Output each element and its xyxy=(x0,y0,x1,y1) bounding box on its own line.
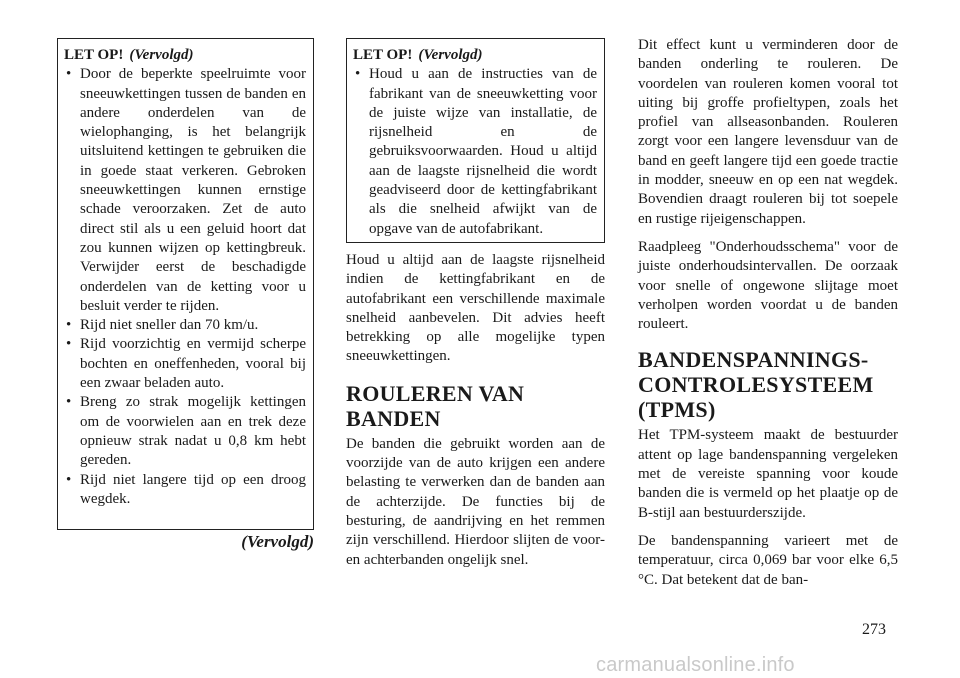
warning-box xyxy=(346,38,605,243)
column-middle xyxy=(346,38,605,570)
body-paragraph: Het TPM-systeem maakt de bestuurder attent op lage bandenspanning vergeleken met de vereiste spanning voor koude banden die is vermeld op het plaatje op de B-stijl aan bestuurderszijde. xyxy=(638,427,898,521)
page-number: 273 xyxy=(862,621,886,638)
warning-list xyxy=(353,65,597,239)
warning-list xyxy=(64,65,306,509)
warning-item: • Breng zo strak mogelijk kettingen om de voorwielen aan en trek deze opnieuw strak nadat u 0,8 km hebt gereden. xyxy=(64,393,306,470)
continued-label: (Vervolgd) xyxy=(241,532,314,551)
body-paragraph: De bandenspanning varieert met de temperatuur, circa 0,069 bar voor elke 6,5 °C. Dat betekent dat de ban- xyxy=(638,532,898,588)
watermark: carmanualsonline.info xyxy=(596,654,795,676)
warning-header xyxy=(64,46,306,65)
body-paragraph: De banden die gebruikt worden aan de voorzijde van de auto krijgen een andere belasting te verwerken dan de banden aan de achterzijde. De functies bij de besturing, de aandrijving en het remmen zijn verschillend. Hierdoor slijten de voor- en achterbanden ongelijk snel. xyxy=(346,435,605,568)
section-heading: ROULEREN VAN BANDEN xyxy=(346,380,525,431)
section-heading: BANDENSPANNINGS-CONTROLESYSTEEM (TPMS) xyxy=(638,347,874,423)
warning-continued-tag: (Vervolgd) xyxy=(129,47,194,63)
body-paragraph: Houd u altijd aan de laagste rijsnelheid indien de kettingfabrikant en de autofabrikant een verschillende maximale snelheid aanbevelen. Dit advies heeft betrekking op alle mogelijke typen sneeuwkettingen. xyxy=(346,252,605,365)
warning-continued-tag: (Vervolgd) xyxy=(418,47,483,63)
warning-item: • Rijd niet langere tijd op een droog wegdek. xyxy=(64,471,306,510)
warning-label: LET OP! xyxy=(64,47,124,63)
column-left xyxy=(57,38,314,552)
warning-item: • Rijd voorzichtig en vermijd scherpe bochten en oneffenheden, vooral bij een zwaar beladen auto. xyxy=(64,335,306,393)
warning-label: LET OP! xyxy=(353,47,413,63)
warning-item: • Houd u aan de instructies van de fabrikant van de sneeuwketting voor de juiste wijze van installatie, de rijsnelheid en de gebruiksvoorwaarden. Houd u altijd aan de laagste rijsnelheid die wordt geadviseerd door de kettingfabrikant als die snelheid afwijkt van de opgave van de autofabrikant. xyxy=(353,65,597,239)
warning-item: • Door de beperkte speelruimte voor sneeuwkettingen tussen de banden en andere onderdelen van de wielophanging, is het belangrijk uitsluitend kettingen te gebruiken die in goede staat verkeren. Gebroken sneeuwkettingen kunnen ernstige schade veroorzaken. Zet de auto direct stil als u een geluid hoort dat zou kunnen wijzen op kettingbreuk. Verwijder eerst de beschadigde onderdelen van de ketting voor u besluit verder te rijden. xyxy=(64,65,306,316)
warning-item: • Rijd niet sneller dan 70 km/u. xyxy=(64,316,306,335)
column-right xyxy=(638,36,898,599)
warning-header xyxy=(353,46,597,65)
warning-box xyxy=(57,38,314,530)
body-paragraph: Raadpleeg "Onderhoudsschema" voor de juiste onderhoudsintervallen. De oorzaak voor snelle of ongewone slijtage moet verholpen worden voordat u de banden rouleert. xyxy=(638,238,898,333)
body-paragraph: Dit effect kunt u verminderen door de banden onderling te rouleren. De voordelen van rouleren komen vooral tot uiting bij groffe profieltypen, zoals het profiel van allseasonbanden. Rouleren zorgt voor een langere levensduur van de band en geeft langere tijd een goede tractie in modder, sneeuw en op een nat wegdek. Bovendien draagt rouleren bij tot soepele en rustige rijeigenschappen. xyxy=(638,37,898,227)
